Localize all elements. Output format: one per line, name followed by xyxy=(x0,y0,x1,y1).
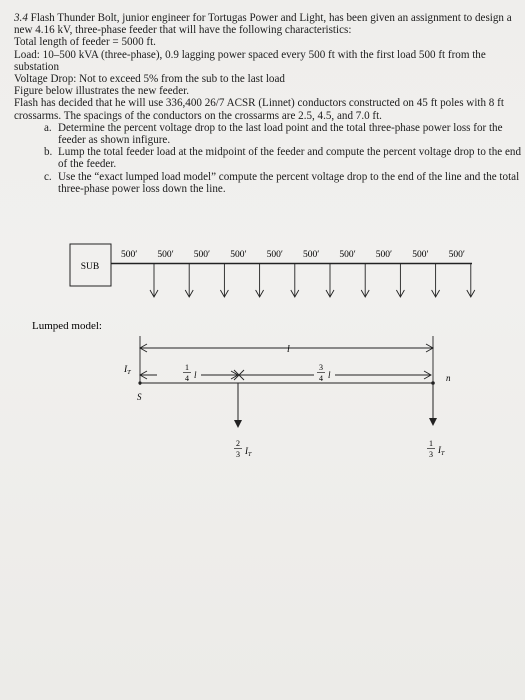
svg-text:3: 3 xyxy=(236,450,240,459)
lumped-load-1-label xyxy=(234,439,252,459)
segment-length-label: 500′ xyxy=(266,250,283,260)
load-line: Load: 10–500 kVA (three-phase), 0.9 lagging power spaced every 500 ft with the first load 500 ft from the xyxy=(14,48,486,61)
svg-text:2: 2 xyxy=(236,439,240,448)
problem-line-2: new 4.16 kV, three-phase feeder that will have the following characteristics: xyxy=(14,24,352,37)
segment-length-label: 500′ xyxy=(303,250,320,260)
segment-length-label: 500′ xyxy=(193,250,211,260)
lumped-model-title: Lumped model: xyxy=(32,320,102,332)
svg-text:3: 3 xyxy=(319,363,323,372)
segment-length-label: 500′ xyxy=(157,250,174,260)
question-c: c. Use the “exact lumped load model” compute the percent voltage drop to the end of the line and the total three-phase power loss down the line. xyxy=(44,170,520,195)
svg-text:4: 4 xyxy=(185,374,189,383)
spacing-line: crossarms. The spacings of the conductors on the crossarms are 2.5, 4.5, and 7.0 ft. xyxy=(14,109,382,122)
lumped-load-2-label xyxy=(427,439,445,459)
quarter-length-label xyxy=(183,363,197,383)
svg-text:1: 1 xyxy=(429,439,433,448)
svg-text:1: 1 xyxy=(185,363,189,372)
end-node-label: n xyxy=(446,373,451,383)
voltage-drop-line: Voltage Drop: Not to exceed 5% from the sub to the last load xyxy=(14,73,285,86)
load-points xyxy=(150,264,475,297)
svg-text:l: l xyxy=(328,370,331,380)
segment-length-label: 500′ xyxy=(448,250,465,260)
length-label: l xyxy=(287,344,290,355)
segment-length-label: 500′ xyxy=(121,250,138,260)
svg-text:IT: $I_T$ xyxy=(438,445,445,457)
lumped-load-1-arrow xyxy=(234,420,242,428)
substation-label: SUB xyxy=(80,262,100,272)
segment-length-label: 500′ xyxy=(412,250,429,260)
lumped-model-diagram xyxy=(123,336,451,459)
segment-length-label: 500′ xyxy=(339,250,356,260)
three-quarter-length-label xyxy=(317,363,331,383)
load-line-cont: substation xyxy=(14,60,59,73)
conductor-line: Flash has decided that he will use 336,400 26/7 ACSR (Linnet) conductors constructed on 45 ft poles with 8 ft xyxy=(14,97,504,110)
current-label: $I_T$ xyxy=(124,365,131,376)
segment-labels xyxy=(121,250,465,260)
total-length-line: Total length of feeder = 5000 ft. xyxy=(14,36,156,49)
question-b: b. Lump the total feeder load at the midpoint of the feeder and compute the percent voltage drop to the end of the feeder. xyxy=(44,146,521,171)
source-node xyxy=(138,381,141,384)
question-a: a. Determine the percent voltage drop to the last load point and the total three-phase power loss for the feeder as shown infigure. xyxy=(44,121,503,147)
svg-text:l: l xyxy=(194,370,197,380)
figure-ref-line: Figure below illustrates the new feeder. xyxy=(14,85,189,98)
segment-length-label: 500′ xyxy=(375,250,393,260)
problem-line-1: 3.4 Flash Thunder Bolt, junior engineer for Tortugas Power and Light, has been given an assignment to design a xyxy=(14,12,512,24)
segment-length-label: 500′ xyxy=(230,250,247,260)
svg-text:4: 4 xyxy=(319,374,323,383)
svg-text:3: 3 xyxy=(429,450,433,459)
problem-number: 3.4 xyxy=(14,12,28,24)
source-node-label: S xyxy=(137,392,142,402)
svg-text:IT: $I_T$ xyxy=(245,446,252,458)
lumped-load-2-arrow xyxy=(429,418,437,426)
feeder-diagram xyxy=(70,244,475,297)
